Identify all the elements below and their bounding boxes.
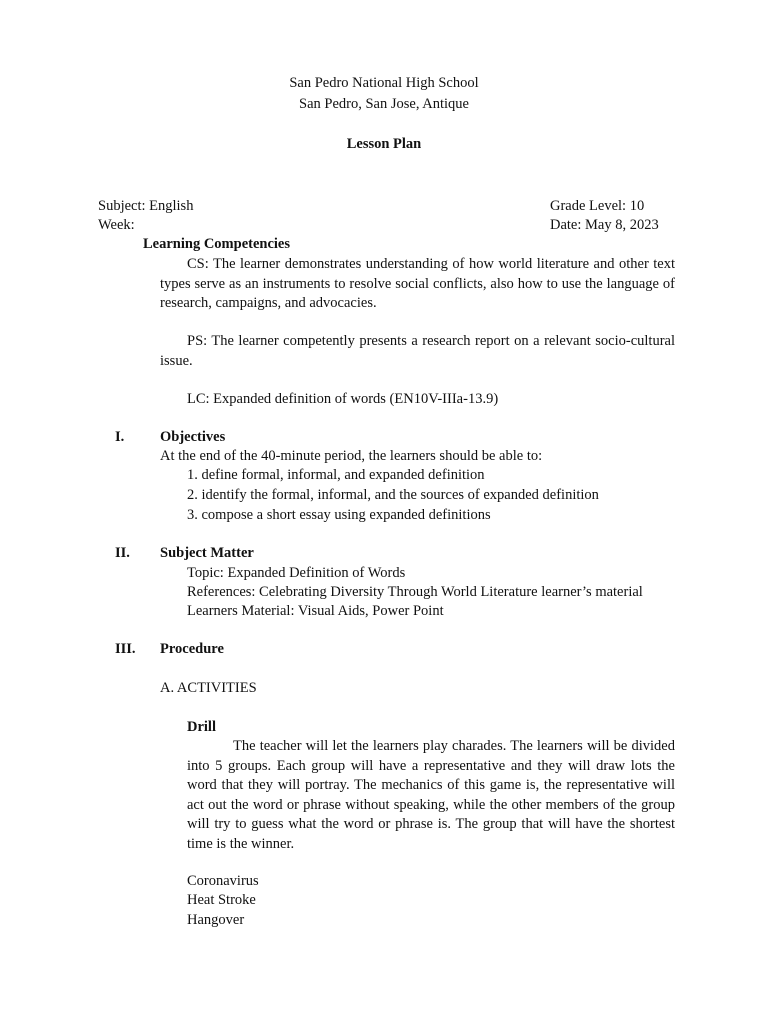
week-label: Week: — [98, 217, 135, 233]
subject-matter-heading: Subject Matter — [160, 545, 254, 561]
competencies-heading: Learning Competencies — [143, 236, 290, 252]
materials-line: Learners Material: Visual Aids, Power Point — [187, 603, 444, 619]
topic-line: Topic: Expanded Definition of Words — [187, 565, 406, 581]
objective-item: 2. identify the formal, informal, and the sources of expanded definition — [187, 487, 599, 503]
charade-word: Heat Stroke — [187, 892, 256, 908]
lc-paragraph: LC: Expanded definition of words (EN10V-IIIa-13.9) — [187, 391, 499, 407]
cs-paragraph: CS: The learner demonstrates understanding of how world literature and other text types serve as an instruments to resolve social conflicts, also how to use the language of research, campaigns, and advocacies. — [160, 256, 675, 311]
grade-level-label: Grade Level: 10 — [550, 198, 645, 214]
procedure-heading: Procedure — [160, 641, 224, 657]
objectives-heading: Objectives — [160, 429, 226, 445]
drill-paragraph: The teacher will let the learners play charades. The learners will be divided into 5 groups. Each group will have a representative and they will draw lots the word that they will portray. The mechanics of this game is, the representative will act out the word or phrase without speaking, while the other members of the group will try to guess what the word or phrase is. The group that will have the shortest time is the winner. — [187, 738, 675, 852]
objective-item: 1. define formal, informal, and expanded definition — [187, 467, 485, 483]
date-label: Date: May 8, 2023 — [550, 217, 659, 233]
references-line: References: Celebrating Diversity Through World Literature learner’s material — [187, 584, 643, 600]
charade-word: Coronavirus — [187, 873, 259, 889]
school-address: San Pedro, San Jose, Antique — [299, 96, 469, 112]
activities-label: A. ACTIVITIES — [160, 680, 257, 696]
school-name: San Pedro National High School — [289, 75, 479, 91]
ps-paragraph: PS: The learner competently presents a research report on a relevant socio-cultural issue. — [160, 333, 675, 369]
subject-label: Subject: English — [98, 198, 194, 214]
subject-matter-numeral: II. — [115, 545, 130, 561]
charade-word: Hangover — [187, 912, 245, 928]
objectives-numeral: I. — [115, 429, 125, 445]
objective-item: 3. compose a short essay using expanded definitions — [187, 507, 491, 523]
drill-heading: Drill — [187, 719, 216, 735]
objectives-intro: At the end of the 40-minute period, the learners should be able to: — [160, 448, 543, 464]
procedure-numeral: III. — [115, 641, 136, 657]
document-title: Lesson Plan — [346, 136, 422, 152]
